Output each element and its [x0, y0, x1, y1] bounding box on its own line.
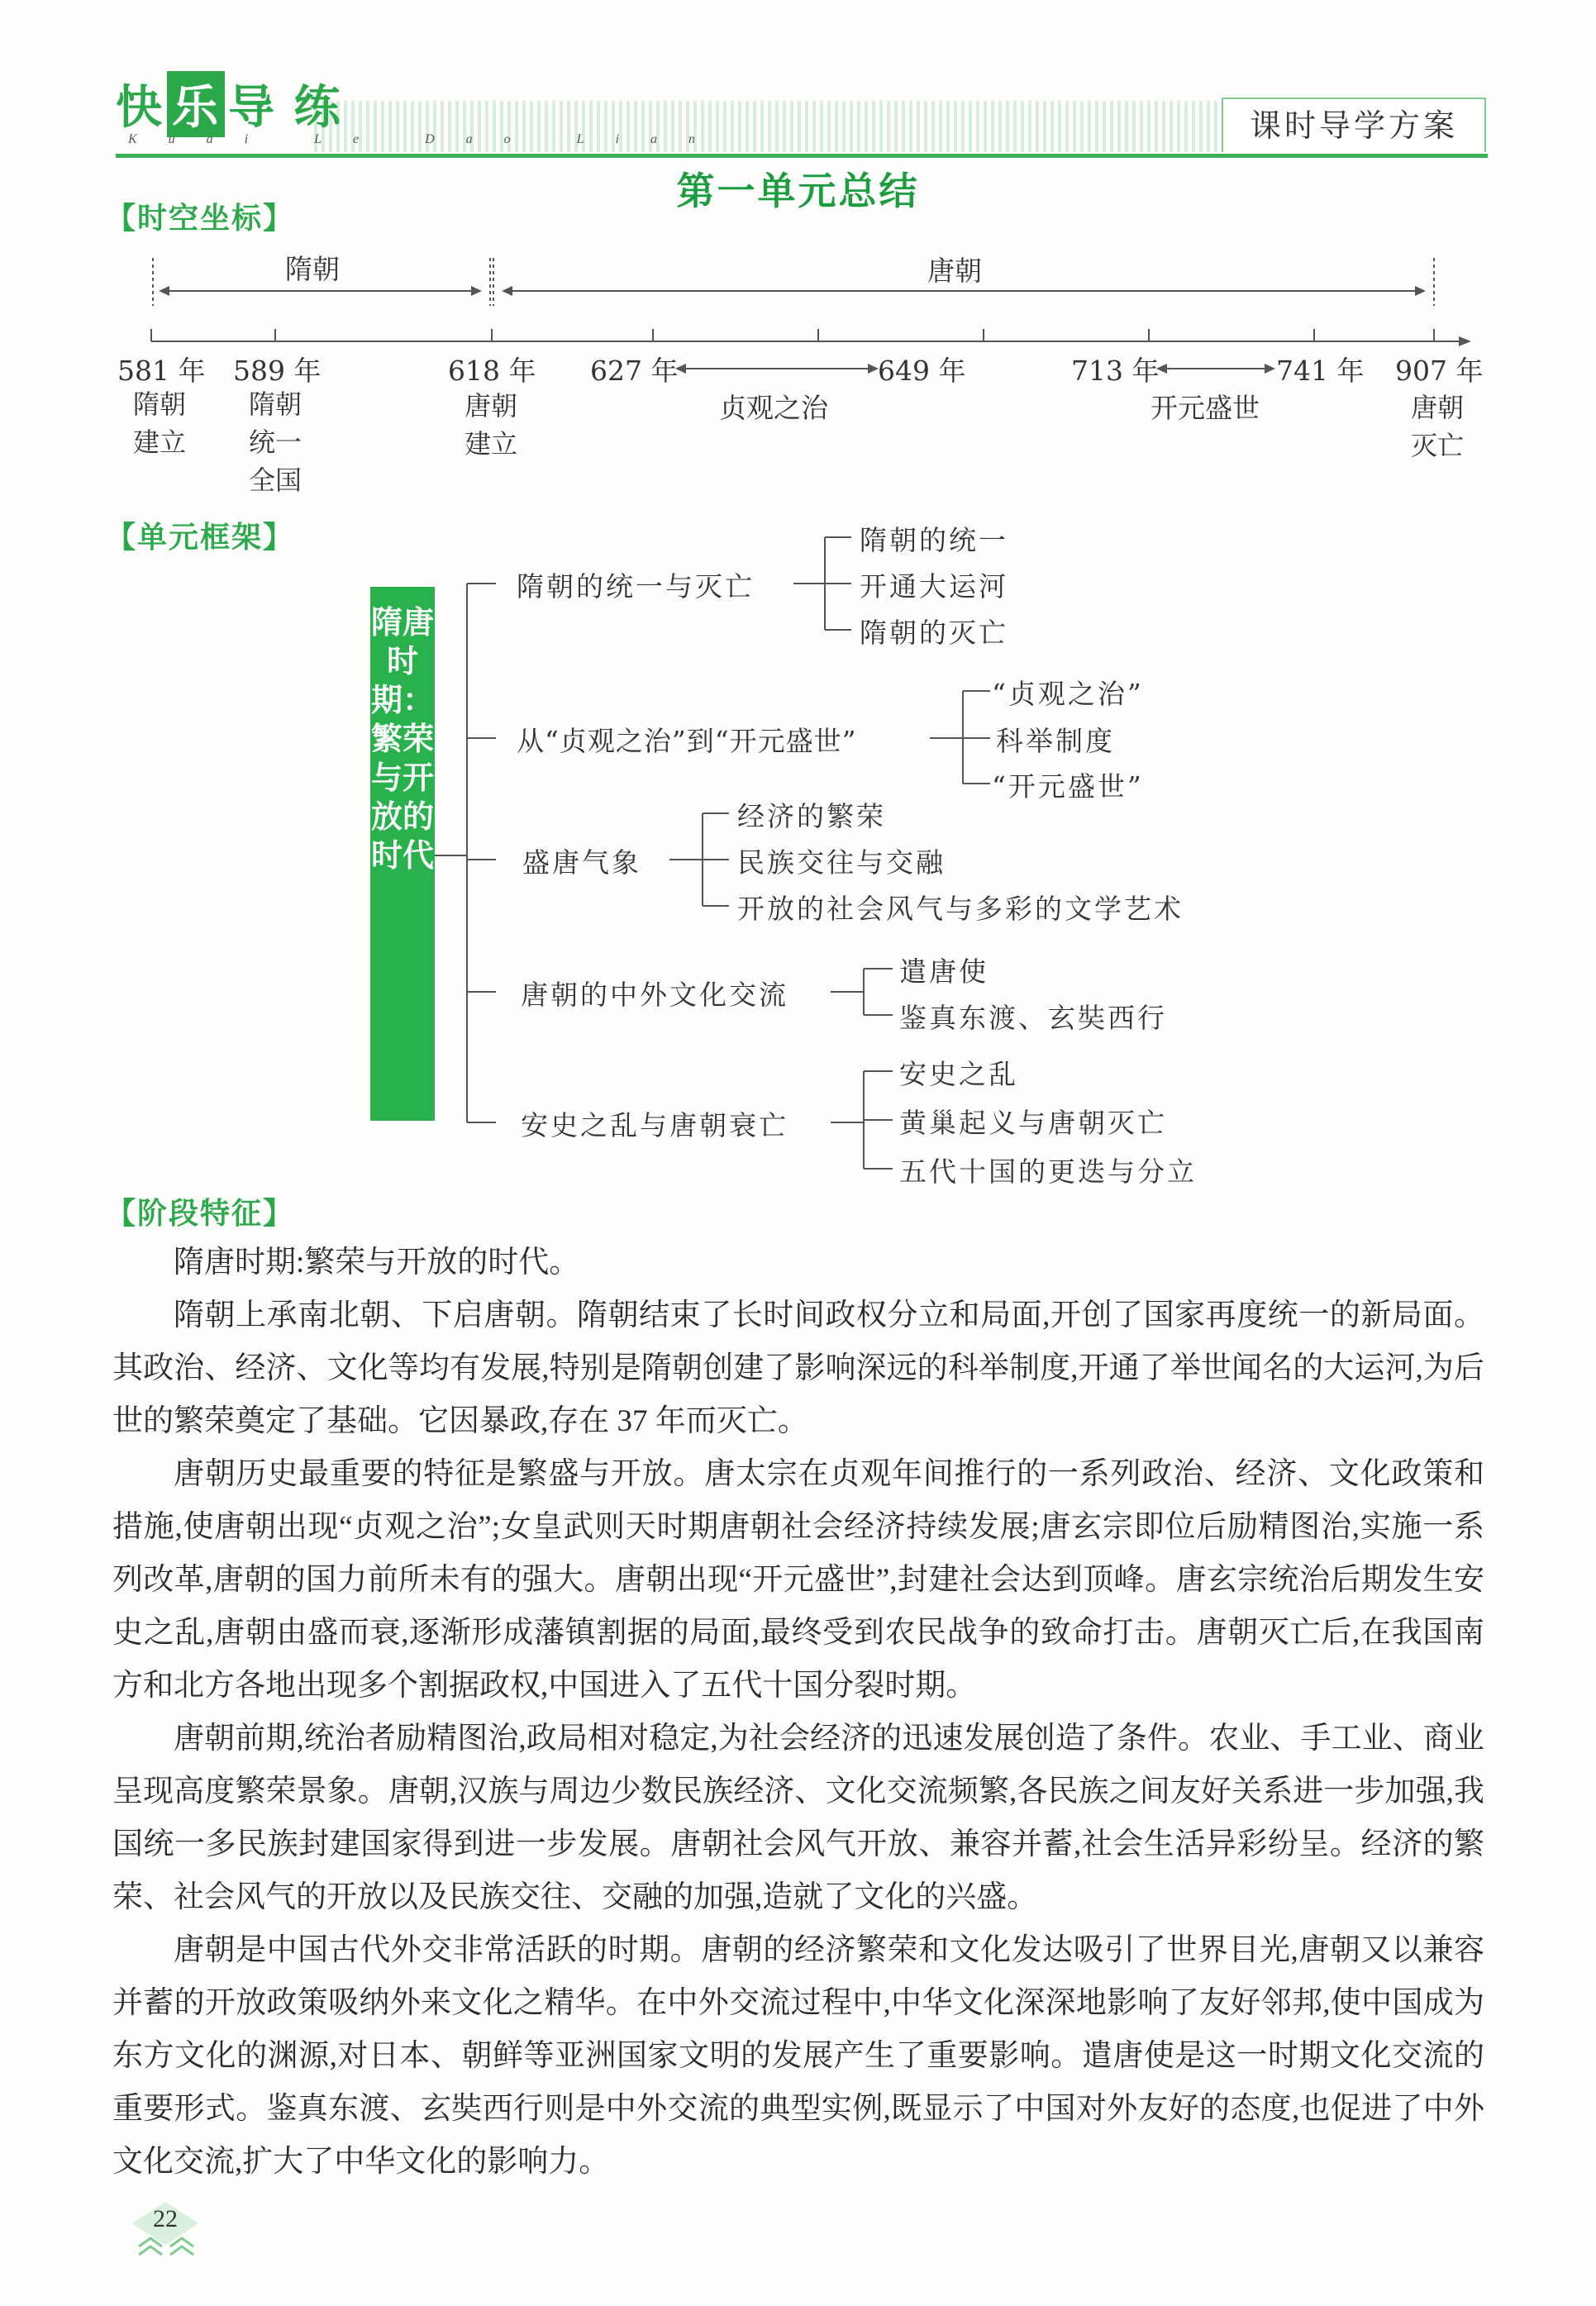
section-label-timeline: 【时空坐标】 [106, 202, 295, 236]
section-label-framework: 【单元框架】 [106, 521, 295, 555]
framework-item-3-1: 经济的繁荣 [737, 800, 886, 832]
section-label-features: 【阶段特征】 [106, 1197, 295, 1231]
year-713: 713 年 [1071, 355, 1160, 387]
framework-item-4-2: 鉴真东渡、玄奘西行 [899, 1002, 1167, 1034]
features-paragraph-4: 唐朝前期,统治者励精图治,政局相对稳定,为社会经济的迅速发展创造了条件。农业、手工业、商业呈现高度繁荣景象。唐朝,汉族与周边少数民族经济、文化交流频繁,各民族之间友好关系进一步加强,我国统一多民族封建国家得到进一步发展。唐朝社会风气开放、兼容并蓄,社会生活异彩纷呈。经济的繁荣、社会风气的开放以及民族交往、交融的加强,造就了文化的兴盛。 [112, 1722, 1484, 1914]
event-desc-589: 隋朝 统一 全国 [248, 388, 302, 496]
framework-item-1-3: 隋朝的灭亡 [860, 617, 1008, 649]
period-sui: 隋朝 [285, 253, 340, 285]
logo-pinyin: Kuai Le Dao Lian [128, 132, 727, 146]
year-649: 649 年 [878, 355, 966, 387]
features-paragraph-3: 唐朝历史最重要的特征是繁盛与开放。唐太宗在贞观年间推行的一系列政治、经济、文化政策和措施,使唐朝出现“贞观之治”;女皇武则天时期唐朝社会经济持续发展;唐玄宗即位后励精图治,实施一系列改革,唐朝的国力前所未有的强大。唐朝出现“开元盛世”,封建社会达到顶峰。唐玄宗统治后期发生安史之乱,唐朝由盛而衰,逐渐形成藩镇割据的局面,最终受到农民战争的致命打击。唐朝灭亡后,在我国南方和北方各地出现多个割据政权,中国进入了五代十国分裂时期。 [112, 1457, 1484, 1703]
logo-char-2: 乐 [167, 71, 225, 137]
framework-item-2-2: 科举制度 [996, 725, 1115, 757]
event-desc-581: 隋朝 建立 [132, 388, 186, 458]
year-589: 589 年 [233, 355, 322, 387]
framework-branch-1: 隋朝的统一与灭亡 [517, 570, 755, 603]
framework-item-1-1: 隋朝的统一 [860, 524, 1008, 556]
year-627: 627 年 [590, 355, 679, 387]
logo-char-3: 导 练 [228, 81, 342, 135]
framework-branch-3: 盛唐气象 [522, 846, 641, 879]
features-paragraph-1: 隋唐时期:繁荣与开放的时代。 [174, 1246, 580, 1279]
framework-item-2-3: “开元盛世” [992, 770, 1144, 803]
event-desc-618: 唐朝 建立 [464, 390, 517, 460]
framework-item-5-3: 五代十国的更迭与分立 [899, 1155, 1197, 1188]
year-741: 741 年 [1276, 355, 1365, 387]
framework-item-3-3: 开放的社会风气与多彩的文学艺术 [737, 893, 1184, 925]
period-tang: 唐朝 [927, 255, 982, 287]
framework-branch-4: 唐朝的中外文化交流 [521, 979, 788, 1011]
event-desc-907: 唐朝 灭亡 [1410, 392, 1464, 461]
header-badge: 课时导学方案 [1222, 98, 1486, 152]
framework-item-3-2: 民族交往与交融 [737, 846, 946, 879]
framework-item-2-1: “贞观之治” [992, 678, 1144, 710]
features-paragraph-2: 隋朝上承南北朝、下启唐朝。隋朝结束了长时间政权分立和局面,开创了国家再度统一的新局面。其政治、经济、文化等均有发展,特别是隋朝创建了影响深远的科举制度,开通了举世闻名的大运河,为后世的繁荣奠定了基础。它因暴政,存在 37 年而灭亡。 [112, 1298, 1484, 1438]
framework-item-4-1: 遣唐使 [899, 955, 989, 988]
page-title: 第一单元总结 [676, 169, 920, 213]
framework-branch-5: 安史之乱与唐朝衰亡 [521, 1109, 788, 1141]
logo-char-1: 快 [116, 81, 164, 135]
page-number: 22 [153, 2205, 178, 2232]
year-581: 581 年 [117, 355, 206, 387]
span-zhenguan: 贞观之治 [719, 392, 828, 424]
year-618: 618 年 [448, 355, 536, 387]
span-kaiyuan: 开元盛世 [1151, 392, 1260, 424]
framework-item-1-2: 开通大运河 [860, 570, 1008, 603]
framework-root-text: 隋唐时期：繁荣与开放的时代 [370, 604, 434, 874]
framework-branch-2: 从“贞观之治”到“开元盛世” [517, 725, 857, 757]
page-number-badge [124, 2199, 207, 2256]
year-907: 907 年 [1395, 355, 1484, 387]
features-paragraph-5: 唐朝是中国古代外交非常活跃的时期。唐朝的经济繁荣和文化发达吸引了世界目光,唐朝又以兼容并蓄的开放政策吸纳外来文化之精华。在中外交流过程中,中华文化深深地影响了友好邻邦,使中国成为东方文化的渊源,对日本、朝鲜等亚洲国家文明的发展产生了重要影响。遣唐使是这一时期文化交流的重要形式。鉴真东渡、玄奘西行则是中外交流的典型实例,既显示了中国对外友好的态度,也促进了中外文化交流,扩大了中华文化的影响力。 [112, 1933, 1484, 2179]
framework-item-5-1: 安史之乱 [899, 1058, 1018, 1090]
framework-item-5-2: 黄巢起义与唐朝灭亡 [899, 1107, 1167, 1139]
features-body [112, 1236, 1484, 2189]
